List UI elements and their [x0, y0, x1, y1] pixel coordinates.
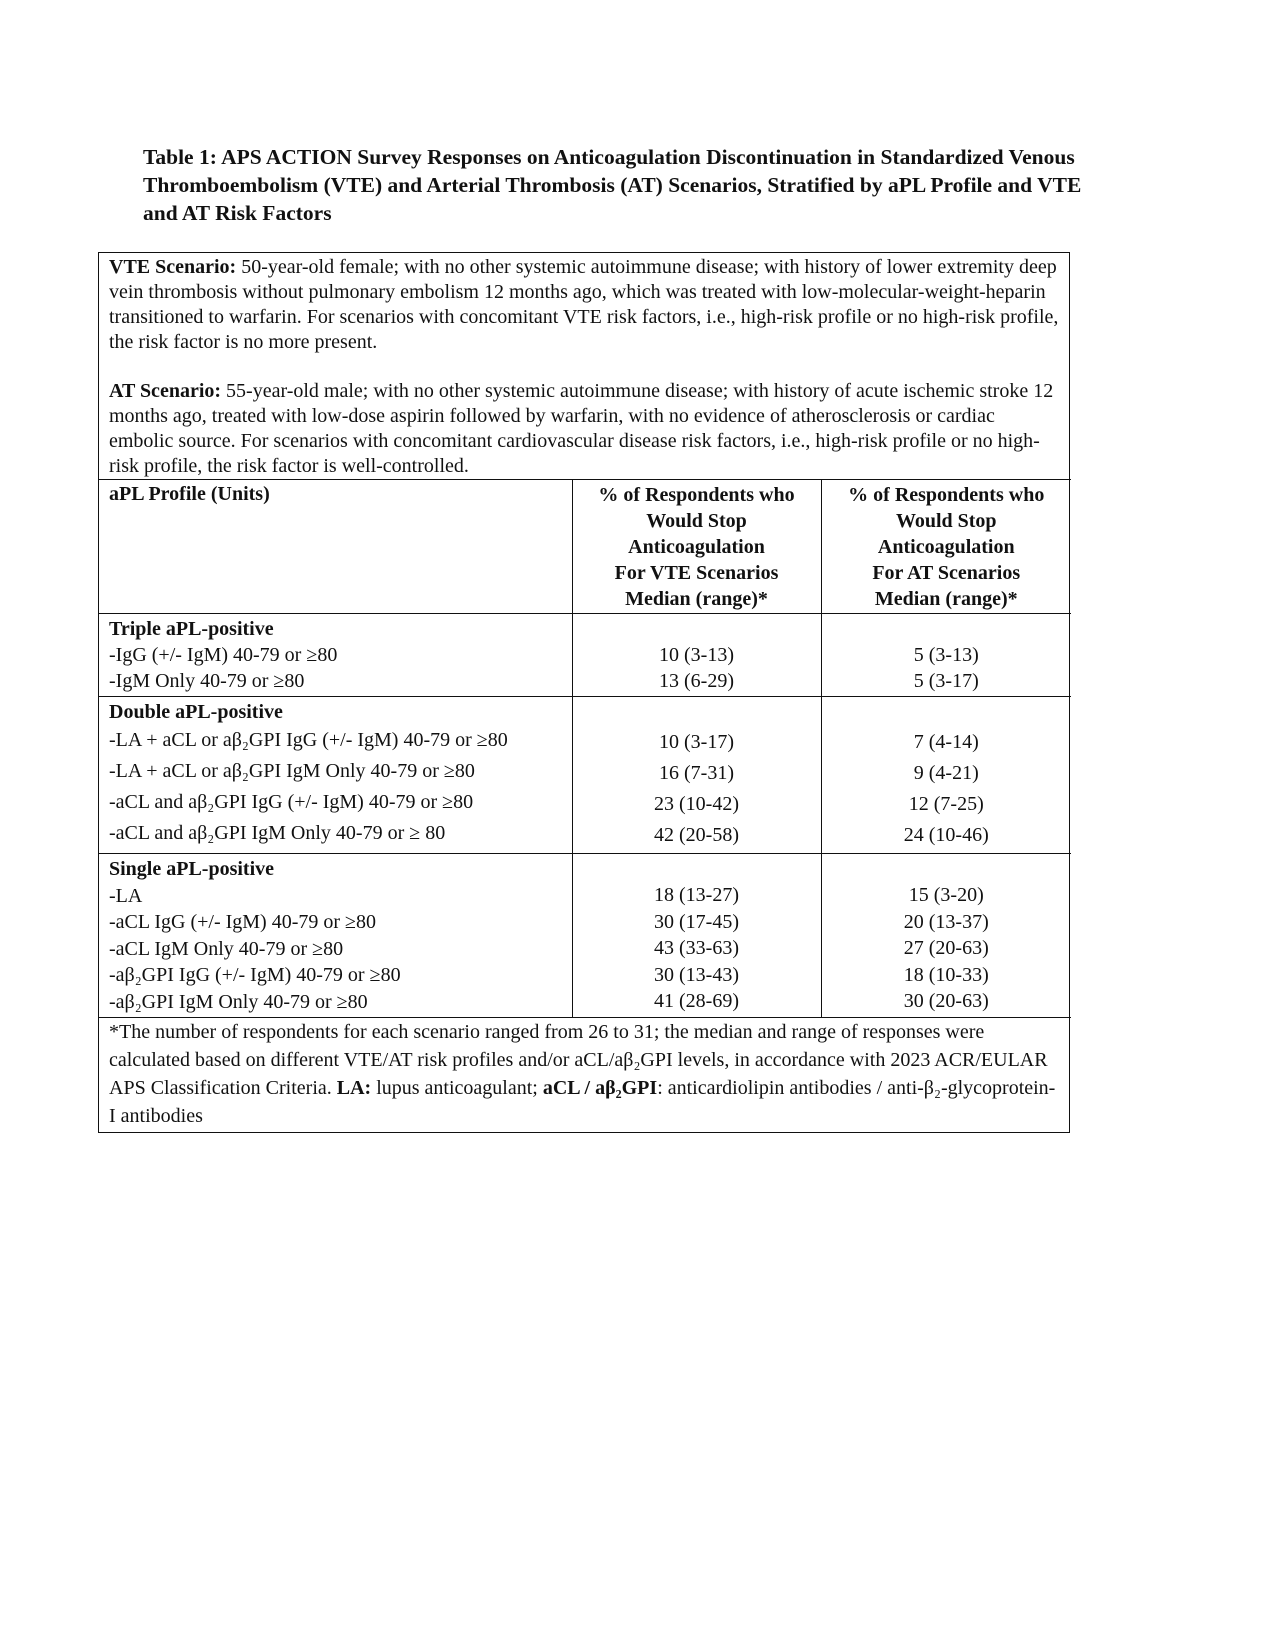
group-label: Single aPL-positive: [109, 858, 275, 880]
vte-value: 10 (3-17): [659, 731, 734, 753]
footnote-la-text: lupus anticoagulant;: [371, 1077, 543, 1099]
at-value: 24 (10-46): [903, 824, 989, 846]
footnote-row: [99, 1018, 1071, 1133]
footnote-la-label: LA:: [336, 1077, 372, 1099]
vte-value: 30 (17-45): [654, 910, 739, 933]
vte-value: 30 (13-43): [654, 963, 739, 986]
group-single-profiles: [99, 854, 572, 1018]
vte-value: 23 (10-42): [654, 793, 739, 815]
footnote-acl-text: : anticardiolipin antibodies / anti-β₂-glycoprotein-I antibodies: [109, 1077, 1056, 1127]
header-at: [821, 480, 1071, 614]
footnote-acl-label: aCL / aβ₂GPI: [542, 1077, 658, 1099]
profile-cell: -IgG (+/- IgM) 40-79 or ≥80: [109, 644, 338, 666]
header-vte-line: % of Respondents who: [598, 484, 795, 506]
at-value: 15 (3-20): [908, 884, 984, 906]
profile-cell: -LA + aCL or aβ₂GPI IgM Only 40-79 or ≥80: [109, 760, 475, 782]
vte-value: 42 (20-58): [654, 824, 739, 846]
vte-value: 10 (3-13): [659, 644, 734, 666]
at-scenario-text: 55-year-old male; with no other systemic autoimmune disease; with history of acute ischemic stroke 12 months ago, treated with low-dose aspirin followed by warfarin, with no evidence of atherosclerosis or cardiac embolic source. For scenarios with concomitant cardiovascular disease risk factors, i.e., high-risk profile or no high-risk profile, the risk factor is well-controlled.: [109, 380, 1054, 477]
at-value: 5 (3-17): [913, 670, 979, 692]
vte-value: 13 (6-29): [659, 670, 734, 692]
scenario-descriptions: [99, 253, 1069, 479]
group-single: [99, 854, 1071, 1018]
profile-cell: -LA + aCL or aβ₂GPI IgG (+/- IgM) 40-79 or ≥80: [109, 729, 508, 751]
at-value: 18 (10-33): [903, 963, 989, 986]
group-triple-vte: [572, 614, 821, 697]
footnote-text: *The number of respondents for each scenario ranged from 26 to 31; the median and range of responses were calculated based on different VTE/AT risk profiles and/or aCL/aβ₂GPI levels, in accordance with 2023 ACR/EULAR APS Classification Criteria.: [109, 1021, 1048, 1099]
footnote: [99, 1018, 1071, 1133]
header-at-line: % of Respondents who: [848, 484, 1045, 506]
profile-cell: -IgM Only 40-79 or ≥80: [109, 670, 305, 692]
header-vte-line: For VTE Scenarios: [614, 562, 779, 584]
group-double-vte: [572, 697, 821, 854]
header-at-line: Median (range)*: [874, 588, 1018, 610]
profile-cell: -aCL and aβ₂GPI IgG (+/- IgM) 40-79 or ≥80: [109, 791, 474, 813]
at-value: 7 (4-14): [913, 731, 979, 753]
group-single-at: [821, 854, 1071, 1018]
table-title: Table 1: APS ACTION Survey Responses on Anticoagulation Discontinuation in Standardized Venous Thromboembolism (VTE) and Arterial Thrombosis (AT) Scenarios, Stratified by aPL Profile and VTE and AT Risk Factors: [143, 145, 1082, 225]
group-label: Double aPL-positive: [109, 701, 283, 723]
at-value: 5 (3-13): [913, 644, 979, 666]
group-label: Triple aPL-positive: [109, 618, 274, 640]
header-vte-line: Median (range)*: [625, 588, 768, 610]
header-vte: [572, 480, 821, 614]
profile-cell: -LA: [109, 884, 143, 907]
table-container: [98, 252, 1070, 1133]
header-vte-line: Would Stop: [646, 510, 747, 532]
vte-value: 16 (7-31): [659, 762, 734, 784]
vte-scenario: [109, 255, 1059, 355]
at-value: 20 (13-37): [903, 910, 989, 933]
profile-cell: -aCL IgM Only 40-79 or ≥80: [109, 937, 344, 960]
at-scenario: [109, 379, 1059, 479]
results-table: [99, 479, 1071, 1132]
profile-cell: -aβ₂GPI IgM Only 40-79 or ≥80: [109, 990, 368, 1013]
group-double-at: [821, 697, 1071, 854]
vte-value: 41 (28-69): [654, 990, 739, 1012]
at-scenario-label: AT Scenario:: [109, 380, 222, 402]
at-value: 9 (4-21): [913, 762, 979, 784]
vte-scenario-text: 50-year-old female; with no other systemic autoimmune disease; with history of lower extremity deep vein thrombosis without pulmonary embolism 12 months ago, which was treated with low-molecular-weight-heparin transitioned to warfarin. For scenarios with concomitant VTE risk factors, i.e., high-risk profile or no high-risk profile, the risk factor is no more present.: [109, 256, 1059, 353]
group-single-vte: [572, 854, 821, 1018]
profile-cell: -aβ₂GPI IgG (+/- IgM) 40-79 or ≥80: [109, 964, 401, 986]
profile-cell: -aCL IgG (+/- IgM) 40-79 or ≥80: [109, 911, 377, 933]
group-triple-at: [821, 614, 1071, 697]
group-triple-profiles: [99, 614, 572, 697]
vte-scenario-label: VTE Scenario:: [109, 256, 237, 278]
at-value: 27 (20-63): [903, 937, 989, 959]
profile-cell: -aCL and aβ₂GPI IgM Only 40-79 or ≥ 80: [109, 822, 446, 844]
header-apl-profile: aPL Profile (Units): [99, 480, 572, 614]
header-vte-line: Anticoagulation: [628, 536, 765, 558]
header-at-line: For AT Scenarios: [872, 562, 1021, 584]
header-at-line: Would Stop: [895, 510, 997, 532]
vte-value: 43 (33-63): [654, 937, 739, 959]
group-double: [99, 697, 1071, 854]
group-double-profiles: [99, 697, 572, 854]
at-value: 12 (7-25): [908, 793, 984, 815]
header-row: [99, 480, 1071, 614]
group-triple: [99, 614, 1071, 697]
vte-value: 18 (13-27): [654, 884, 739, 906]
header-at-line: Anticoagulation: [877, 536, 1015, 558]
at-value: 30 (20-63): [903, 990, 989, 1012]
